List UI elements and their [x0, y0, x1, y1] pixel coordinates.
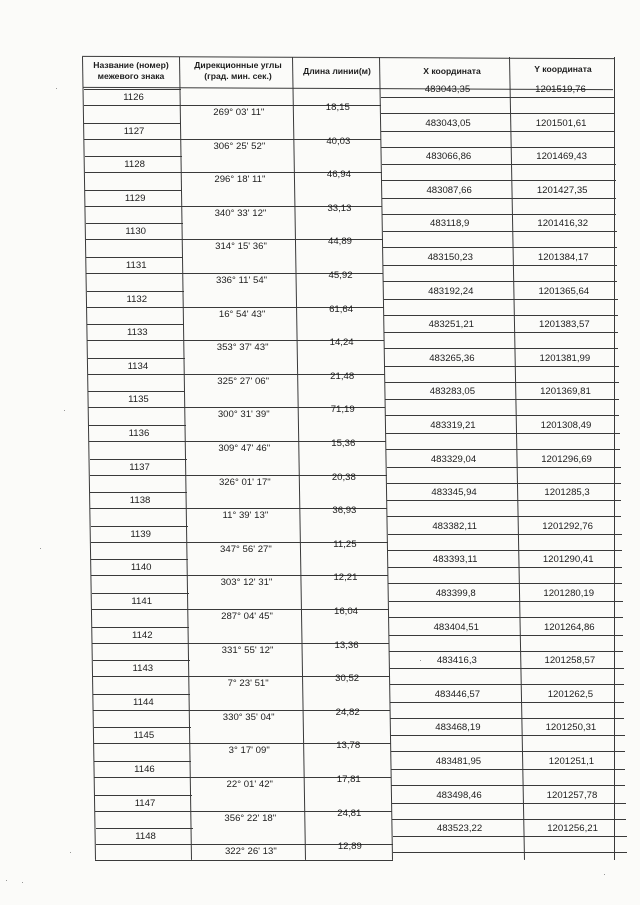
row-rule-x: [381, 131, 615, 132]
row-rule-x: [390, 668, 624, 669]
row-rule-x-mid: [386, 449, 620, 450]
row-rule-name-mid: [92, 627, 189, 628]
line-length: 12,89: [337, 841, 362, 853]
header-x: X координата: [423, 66, 481, 76]
row-rule-x-mid: [383, 281, 617, 282]
point-name: 1138: [129, 495, 151, 507]
row-rule-x-mid: [385, 382, 619, 383]
directional-angle: 269° 03' 11": [213, 107, 265, 118]
directional-angle: 347° 56' 27": [220, 543, 272, 555]
row-rule-x: [382, 164, 616, 165]
row-rule-x-mid: [390, 684, 624, 685]
line-length: 71,19: [330, 404, 355, 416]
directional-angle: 353° 37' 43": [216, 342, 269, 354]
line-length: 21,48: [330, 370, 355, 382]
scan-speck: [22, 882, 23, 883]
x-coordinate: 483345,94: [431, 487, 477, 499]
point-name: 1137: [129, 461, 150, 473]
row-rule-x: [391, 769, 625, 770]
point-name: 1128: [124, 159, 145, 171]
y-coordinate: 1201264,86: [543, 621, 595, 633]
line-length: 15,36: [331, 438, 356, 449]
directional-angle: 22° 01' 42": [226, 779, 273, 790]
directional-angle: 330° 35' 04": [222, 711, 275, 723]
directional-angle: 300° 31' 39": [217, 409, 270, 421]
point-name: 1129: [124, 192, 146, 204]
row-rule-name-mid: [88, 358, 185, 359]
row-rule-name: [94, 777, 191, 778]
row-rule-name: [90, 475, 187, 476]
x-coordinate: 483399,8: [435, 588, 476, 599]
directional-angle: 7° 23' 51": [227, 678, 269, 690]
row-rule-x-mid: [384, 315, 618, 316]
y-coordinate: 1201292,76: [542, 520, 593, 532]
x-coordinate: 483265,36: [429, 352, 475, 364]
x-coordinate: 483416,3: [436, 655, 477, 667]
row-rule-name: [85, 172, 182, 173]
y-coordinate: 1201416,32: [537, 218, 589, 230]
row-rule-name-mid: [86, 223, 183, 224]
row-rule-x: [384, 299, 618, 300]
row-rule-name-mid: [92, 593, 189, 594]
row-rule-x-mid: [381, 113, 615, 114]
row-rule-name: [87, 340, 184, 341]
row-rule-name: [84, 105, 181, 106]
x-coordinate: 483498,46: [436, 789, 482, 801]
line-length: 13,78: [336, 740, 361, 752]
directional-angle: 309° 47' 46": [218, 443, 271, 454]
row-rule-x: [393, 836, 627, 837]
directional-angle: 340° 33' 12": [214, 207, 267, 219]
row-rule-name-mid: [95, 795, 192, 796]
line-length: 30,52: [335, 673, 360, 685]
row-rule-x-mid: [385, 415, 619, 416]
point-name: 1133: [127, 327, 148, 339]
line-length: 17,81: [336, 774, 361, 785]
directional-angle: 303° 12' 31": [220, 577, 273, 589]
line-length: 12,21: [333, 572, 358, 584]
row-rule-x: [388, 567, 622, 568]
directional-angle: 296° 18' 11": [214, 174, 266, 186]
row-rule-x-mid: [388, 550, 622, 551]
row-rule-name: [92, 643, 189, 644]
y-coordinate: 1201381,99: [539, 352, 591, 364]
row-rule-name-mid: [90, 492, 187, 493]
header-name: Название (номер) межевого знака: [93, 60, 169, 81]
y-coordinate: 1201251,1: [548, 756, 595, 767]
x-coordinate: 483446,57: [434, 688, 481, 700]
line-length: 33,13: [327, 202, 352, 214]
row-rule-x-mid: [391, 751, 625, 752]
y-coordinate: 1201384,17: [537, 252, 589, 263]
line-length: 16,04: [334, 606, 359, 617]
row-rule-x: [386, 433, 620, 434]
x-coordinate: 483192,24: [428, 285, 474, 297]
row-rule-x: [390, 702, 624, 703]
line-length: 14,24: [329, 337, 354, 349]
x-coordinate: 483043,05: [425, 117, 471, 129]
y-coordinate: 1201427,35: [536, 184, 588, 196]
line-length: 24,81: [337, 807, 362, 819]
x-coordinate: 483251,21: [428, 319, 475, 331]
line-length: 61,64: [329, 303, 354, 315]
row-rule-x-mid: [393, 852, 627, 853]
y-coordinate: 1201280,19: [543, 588, 595, 599]
x-coordinate: 483043,35: [424, 84, 471, 95]
point-name: 1126: [123, 92, 144, 103]
point-name: 1146: [134, 764, 155, 775]
y-coordinate: 1201519,76: [535, 84, 586, 95]
directional-angle: 322° 26' 13": [224, 846, 277, 858]
y-coordinate: 1201501,61: [535, 117, 587, 129]
row-rule-name-mid: [86, 257, 183, 258]
x-coordinate: 483329,04: [430, 453, 477, 465]
row-rule-name: [96, 844, 193, 845]
row-rule-name-mid: [91, 526, 188, 527]
y-coordinate: 1201290,41: [542, 554, 594, 566]
row-rule-name-mid: [87, 324, 184, 325]
directional-angle: 11° 39' 13": [222, 510, 269, 522]
scan-speck: [6, 880, 7, 881]
point-name: 1139: [130, 528, 151, 540]
row-rule-x-mid: [384, 348, 618, 349]
row-rule-name-mid: [85, 156, 182, 157]
row-rule-name: [94, 743, 191, 744]
row-rule-name: [90, 508, 187, 509]
line-length: 13,36: [334, 639, 359, 651]
row-rule-name-mid: [84, 123, 181, 124]
row-rule-name-mid: [93, 660, 190, 661]
y-coordinate: 1201296,69: [541, 453, 592, 465]
row-rule-x-mid: [387, 483, 621, 484]
x-coordinate: 483319,21: [430, 420, 476, 431]
row-rule-x-mid: [391, 785, 625, 786]
row-rule-x-mid: [382, 180, 616, 181]
row-rule-name-mid: [94, 727, 191, 728]
x-coordinate: 483523,22: [436, 823, 483, 835]
row-rule-x: [383, 265, 617, 266]
row-rule-name: [92, 609, 189, 610]
row-rule-name-mid: [93, 694, 190, 695]
point-name: 1148: [135, 831, 156, 843]
row-rule-x: [392, 803, 626, 804]
row-rule-x: [382, 198, 616, 199]
row-rule-x: [389, 635, 623, 636]
x-coordinate: 483087,66: [426, 184, 472, 196]
directional-angle: 336° 11' 54": [216, 275, 268, 286]
row-rule-name: [95, 811, 192, 812]
point-name: 1127: [123, 125, 145, 137]
row-rule-x: [385, 399, 619, 400]
scan-speck: [604, 874, 605, 875]
y-coordinate: 1201262,5: [547, 688, 594, 700]
row-rule-name: [86, 239, 183, 240]
row-rule-x: [388, 534, 622, 535]
row-rule-name-mid: [91, 559, 188, 560]
point-name: 1132: [126, 293, 148, 305]
point-name: 1134: [127, 360, 149, 372]
header-length: Длина линии(м): [303, 66, 371, 76]
row-rule-name-mid: [85, 190, 182, 191]
row-rule-name: [93, 676, 190, 677]
directional-angle: 326° 01' 17": [218, 476, 271, 488]
y-coordinate: 1201285,3: [544, 487, 590, 499]
point-name: 1140: [130, 562, 152, 574]
line-length: 20,38: [331, 471, 356, 483]
x-coordinate: 483382,11: [432, 520, 477, 532]
y-coordinate: 1201469,43: [536, 151, 587, 163]
row-rule-x-mid: [389, 651, 623, 652]
row-rule-x-mid: [387, 516, 621, 517]
row-rule-x-mid: [381, 147, 615, 148]
point-name: 1144: [133, 696, 154, 708]
scan-speck: [56, 88, 57, 89]
row-rule-name-mid: [87, 291, 184, 292]
point-name: 1145: [133, 730, 155, 742]
directional-angle: 3° 17' 09": [228, 745, 270, 757]
line-length: 18,15: [325, 102, 350, 113]
scan-speck: [70, 852, 71, 853]
point-name: 1135: [128, 394, 149, 406]
row-rule-name: [85, 206, 182, 207]
y-coordinate: 1201308,49: [540, 420, 592, 431]
row-rule-x-mid: [389, 617, 623, 618]
y-coordinate: 1201383,57: [539, 319, 590, 331]
y-coordinate: 1201365,64: [538, 285, 590, 297]
row-rule-x: [387, 500, 621, 501]
row-rule-x-mid: [390, 718, 624, 719]
header-angle: Дирекционные углы (град. мин. сек.): [194, 60, 282, 81]
row-rule-x-mid: [383, 247, 617, 248]
scan-speck: [420, 660, 421, 661]
line-length: 44,89: [327, 236, 352, 248]
row-rule-name-mid: [88, 391, 185, 392]
directional-angle: 287° 04' 45": [221, 611, 273, 622]
scan-speck: [64, 410, 65, 411]
point-name: 1143: [132, 663, 154, 675]
row-rule-x: [391, 735, 625, 736]
line-length: 36,93: [332, 505, 357, 517]
rule-bottom: [95, 860, 393, 861]
scan-speck: [40, 548, 41, 549]
point-name: 1130: [125, 226, 147, 238]
directional-angle: 16° 54' 43": [218, 308, 266, 320]
x-coordinate: 483481,95: [435, 756, 482, 767]
line-length: 45,92: [328, 270, 353, 281]
directional-angle: 356° 22' 18": [224, 812, 277, 824]
x-coordinate: 483150,23: [427, 252, 473, 263]
row-rule-x: [387, 467, 621, 468]
row-rule-name: [91, 542, 188, 543]
rule-top: [82, 56, 614, 59]
row-rule-name-mid: [94, 761, 191, 762]
x-coordinate: 483404,51: [433, 621, 479, 633]
row-rule-name-mid: [89, 425, 186, 426]
line-length: 40,03: [326, 135, 351, 147]
directional-angle: 325° 27' 06": [217, 375, 270, 387]
row-rule-name-mid: [96, 828, 193, 829]
y-coordinate: 1201258,57: [544, 655, 596, 667]
line-length: 24,82: [335, 706, 360, 718]
row-rule-x: [384, 332, 618, 333]
row-rule-x-mid: [382, 214, 616, 215]
directional-angle: 331° 55' 12": [221, 644, 274, 656]
directional-angle: 306° 25' 52": [213, 140, 266, 152]
x-coordinate: 483393,11: [432, 554, 478, 566]
row-rule-x: [389, 601, 623, 602]
row-rule-x: [383, 231, 617, 232]
line-length: 11,25: [333, 538, 357, 550]
row-rule-name: [93, 710, 190, 711]
x-coordinate: 483118,9: [430, 218, 470, 230]
row-rule-name: [87, 307, 184, 308]
row-rule-name-mid: [84, 89, 181, 90]
row-rule-name-mid: [90, 459, 187, 460]
x-coordinate: 483283,05: [429, 386, 476, 398]
y-coordinate: 1201257,78: [546, 789, 598, 801]
x-coordinate: 483468,19: [435, 722, 481, 734]
row-rule-x-mid: [388, 583, 622, 584]
row-rule-name: [88, 407, 185, 408]
point-name: 1131: [125, 260, 147, 271]
point-name: 1136: [128, 428, 150, 439]
header-y: Y координата: [534, 64, 592, 74]
row-rule-name: [84, 139, 181, 140]
row-rule-name: [86, 273, 183, 274]
row-rule-x: [385, 366, 619, 367]
row-rule-x: [381, 97, 615, 98]
point-name: 1141: [131, 596, 153, 607]
row-rule-name: [89, 441, 186, 442]
point-name: 1142: [131, 629, 153, 641]
line-length: 46,94: [326, 169, 351, 181]
row-rule-name: [91, 575, 188, 576]
y-coordinate: 1201369,81: [540, 386, 591, 398]
point-name: 1147: [134, 797, 156, 809]
row-rule-x-mid: [392, 819, 626, 820]
x-coordinate: 483066,86: [425, 151, 472, 163]
y-coordinate: 1201250,31: [545, 722, 597, 734]
y-coordinate: 1201256,21: [547, 823, 598, 835]
directional-angle: 314° 15' 36": [215, 241, 267, 253]
row-rule-name: [88, 374, 185, 375]
